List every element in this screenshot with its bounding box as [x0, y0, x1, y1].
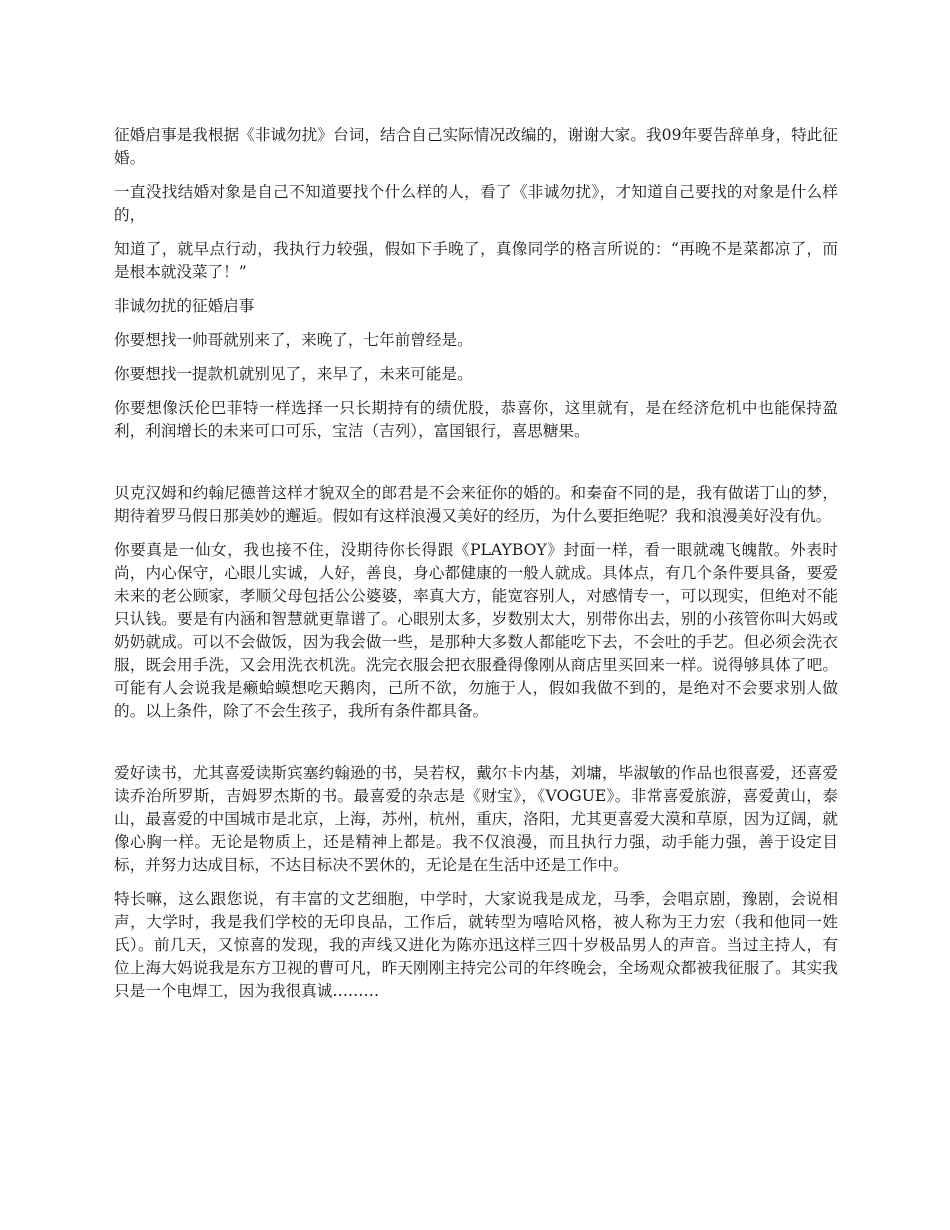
section-gap: [114, 454, 838, 482]
paragraph-talents: 特长嘛，这么跟您说，有丰富的文艺细胞，中学时，大家说我是成龙，马季，会唱京剧，豫剧，会说相声，大学时，我是我们学校的无印良品，工作后，就转型为嘻哈风格，被人称为王力宏（我和他同一姓氏）。前几天，又惊喜的发现，我的声线又进化为陈亦迅这样三四十岁极品男人的声音。当过主持人，有位上海大妈说我是东方卫视的曹可凡，昨天刚刚主持完公司的年终晚会，全场观众都被我征服了。其实我只是一个电焊工，因为我很真诚………: [114, 890, 838, 1000]
paragraph-buffett: 你要想像沃伦巴菲特一样选择一只长期持有的绩优股，恭喜你，这里就有，是在经济危机中也能保持盈利，利润增长的未来可口可乐，宝洁（吉列），富国银行，喜思糖果。: [114, 399, 838, 440]
paragraph-hobbies: 爱好读书，尤其喜爱读斯宾塞约翰逊的书，吴若权，戴尔卡内基，刘墉，毕淑敏的作品也很喜爱，还喜爱读乔治所罗斯，吉姆罗杰斯的书。最喜爱的杂志是《财宝》，《VOGUE》。非常喜爱旅游，喜爱黄山，泰山，最喜爱的中国城市是北京，上海，苏州，杭州，重庆，洛阳，尤其更喜爱大漠和草原，因为辽阔，就像心胸一样。无论是物质上，还是精神上都是。我不仅浪漫，而且执行力强，动手能力强，善于设定目标，并努力达成目标，不达目标决不罢休的，无论是在生活中还是工作中。: [114, 764, 838, 874]
paragraph-intro: 征婚启事是我根据《非诚勿扰》台词，结合自己实际情况改编的，谢谢大家。我09年要告辞单身，特此征婚。: [114, 126, 838, 167]
paragraph-handsome: 你要想找一帅哥就别来了，来晚了，七年前曾经是。: [114, 331, 473, 349]
document-body: [114, 124, 838, 1014]
paragraph-motivation: 一直没找结婚对象是自己不知道要找个什么样的人，看了《非诚勿扰》，才知道自己要找的对象是什么样的，: [114, 183, 838, 224]
paragraph-requirements: 你要真是一仙女，我也接不住，没期待你长得跟《PLAYBOY》封面一样，看一眼就魂飞魄散。外表时尚，内心保守，心眼儿实诚，人好，善良，身心都健康的一般人就成。具体点，有几个条件要具备，要爱未来的老公顾家，孝顺父母包括公公婆婆，率真大方，能宽容别人，对感情专一，可以现实，但绝对不能只认钱。要是有内涵和智慧就更靠谱了。心眼别太多，岁数别太大，别带你出去，别的小孩管你叫大妈或奶奶就成。可以不会做饭，因为我会做一些，是那种大多数人都能吃下去，不会吐的手艺。但必须会洗衣服，既会用手洗，又会用洗衣机洗。洗完衣服会把衣服叠得像刚从商店里买回来一样。说得够具体了吧。可能有人会说我是癞蛤蟆想吃天鹅肉，己所不欲，勿施于人，假如我做不到的，是绝对不会要求别人做的。以上条件，除了不会生孩子，我所有条件都具备。: [114, 541, 838, 720]
paragraph-romance: 贝克汉姆和约翰尼德普这样才貌双全的郎君是不会来征你的婚的。和秦奋不同的是，我有做诺丁山的梦，期待着罗马假日那美妙的邂逅。假如有这样浪漫又美好的经历，为什么要拒绝呢？我和浪漫美好没有仇。: [114, 484, 838, 525]
section-gap: [114, 734, 838, 762]
paragraph-heading: 非诚勿扰的征婚启事: [114, 297, 255, 315]
paragraph-action: 知道了，就早点行动，我执行力较强，假如下手晚了，真像同学的格言所说的：“再晚不是菜都凉了，而是根本就没菜了！”: [114, 240, 838, 281]
paragraph-atm: 你要想找一提款机就别见了，来早了，未来可能是。: [114, 365, 473, 383]
